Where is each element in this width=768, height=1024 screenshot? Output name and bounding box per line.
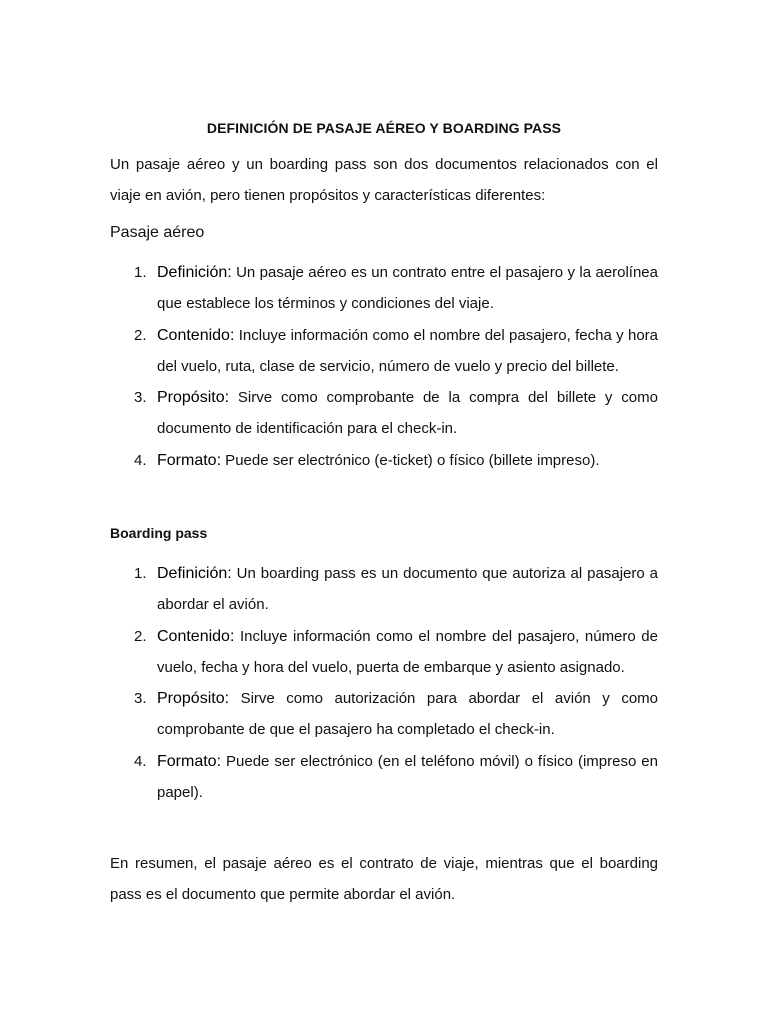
item-term: Definición: [157,264,232,281]
summary-paragraph: En resumen, el pasaje aéreo es el contrato de viaje, mientras que el boarding pass es el documento que permite abordar el avión. [110,855,658,903]
item-number: 1. [134,565,147,582]
boarding-pass-list [110,558,658,808]
section-heading-pasaje-aereo: Pasaje aéreo [110,224,205,241]
item-number: 2. [134,326,147,344]
item-number: 1. [134,264,147,281]
item-number: 3. [134,389,147,407]
item-term: Contenido: [157,326,235,344]
item-text: Sirve como autorización para abordar el avión y como comprobante de que el pasajero ha completado el check-in. [157,690,658,739]
item-number: 4. [134,451,147,469]
intro-paragraph: Un pasaje aéreo y un boarding pass son dos documentos relacionados con el viaje en avión, pero tienen propósitos y características diferentes: [110,156,658,204]
list-item [110,683,658,746]
list-item [110,445,658,476]
item-text: Incluye información como el nombre del pasajero, número de vuelo, fecha y hora del vuelo, puerta de embarque y asiento asignado. [157,627,658,676]
list-item [110,558,658,621]
item-text: Un pasaje aéreo es un contrato entre el pasajero y la aerolínea que establece los términos y condiciones del viaje. [157,264,658,313]
document-title: DEFINICIÓN DE PASAJE AÉREO Y BOARDING PASS [206,120,562,136]
list-item [110,320,658,383]
section-heading-boarding-pass: Boarding pass [110,525,208,541]
item-term: Propósito: [157,389,230,407]
item-term: Propósito: [157,690,230,708]
item-text: Puede ser electrónico (e-ticket) o físico (billete impreso). [221,451,600,469]
item-term: Definición: [157,565,232,582]
list-item [110,621,658,684]
item-number: 3. [134,690,147,708]
item-term: Formato: [157,752,222,770]
pasaje-aereo-list [110,257,658,476]
item-text: Sirve como comprobante de la compra del billete y como documento de identificación para el check-in. [157,389,658,438]
item-text: Un boarding pass es un documento que autoriza al pasajero a abordar el avión. [157,565,658,614]
item-number: 4. [134,752,147,770]
item-term: Contenido: [157,627,235,645]
item-text: Puede ser electrónico (en el teléfono móvil) o físico (impreso en papel). [157,752,658,802]
list-item [110,746,658,809]
list-item [110,257,658,320]
list-item [110,382,658,445]
item-text: Incluye información como el nombre del pasajero, fecha y hora del vuelo, ruta, clase de servicio, número de vuelo y precio del billete. [157,326,658,375]
item-number: 2. [134,627,147,645]
item-term: Formato: [157,451,222,469]
